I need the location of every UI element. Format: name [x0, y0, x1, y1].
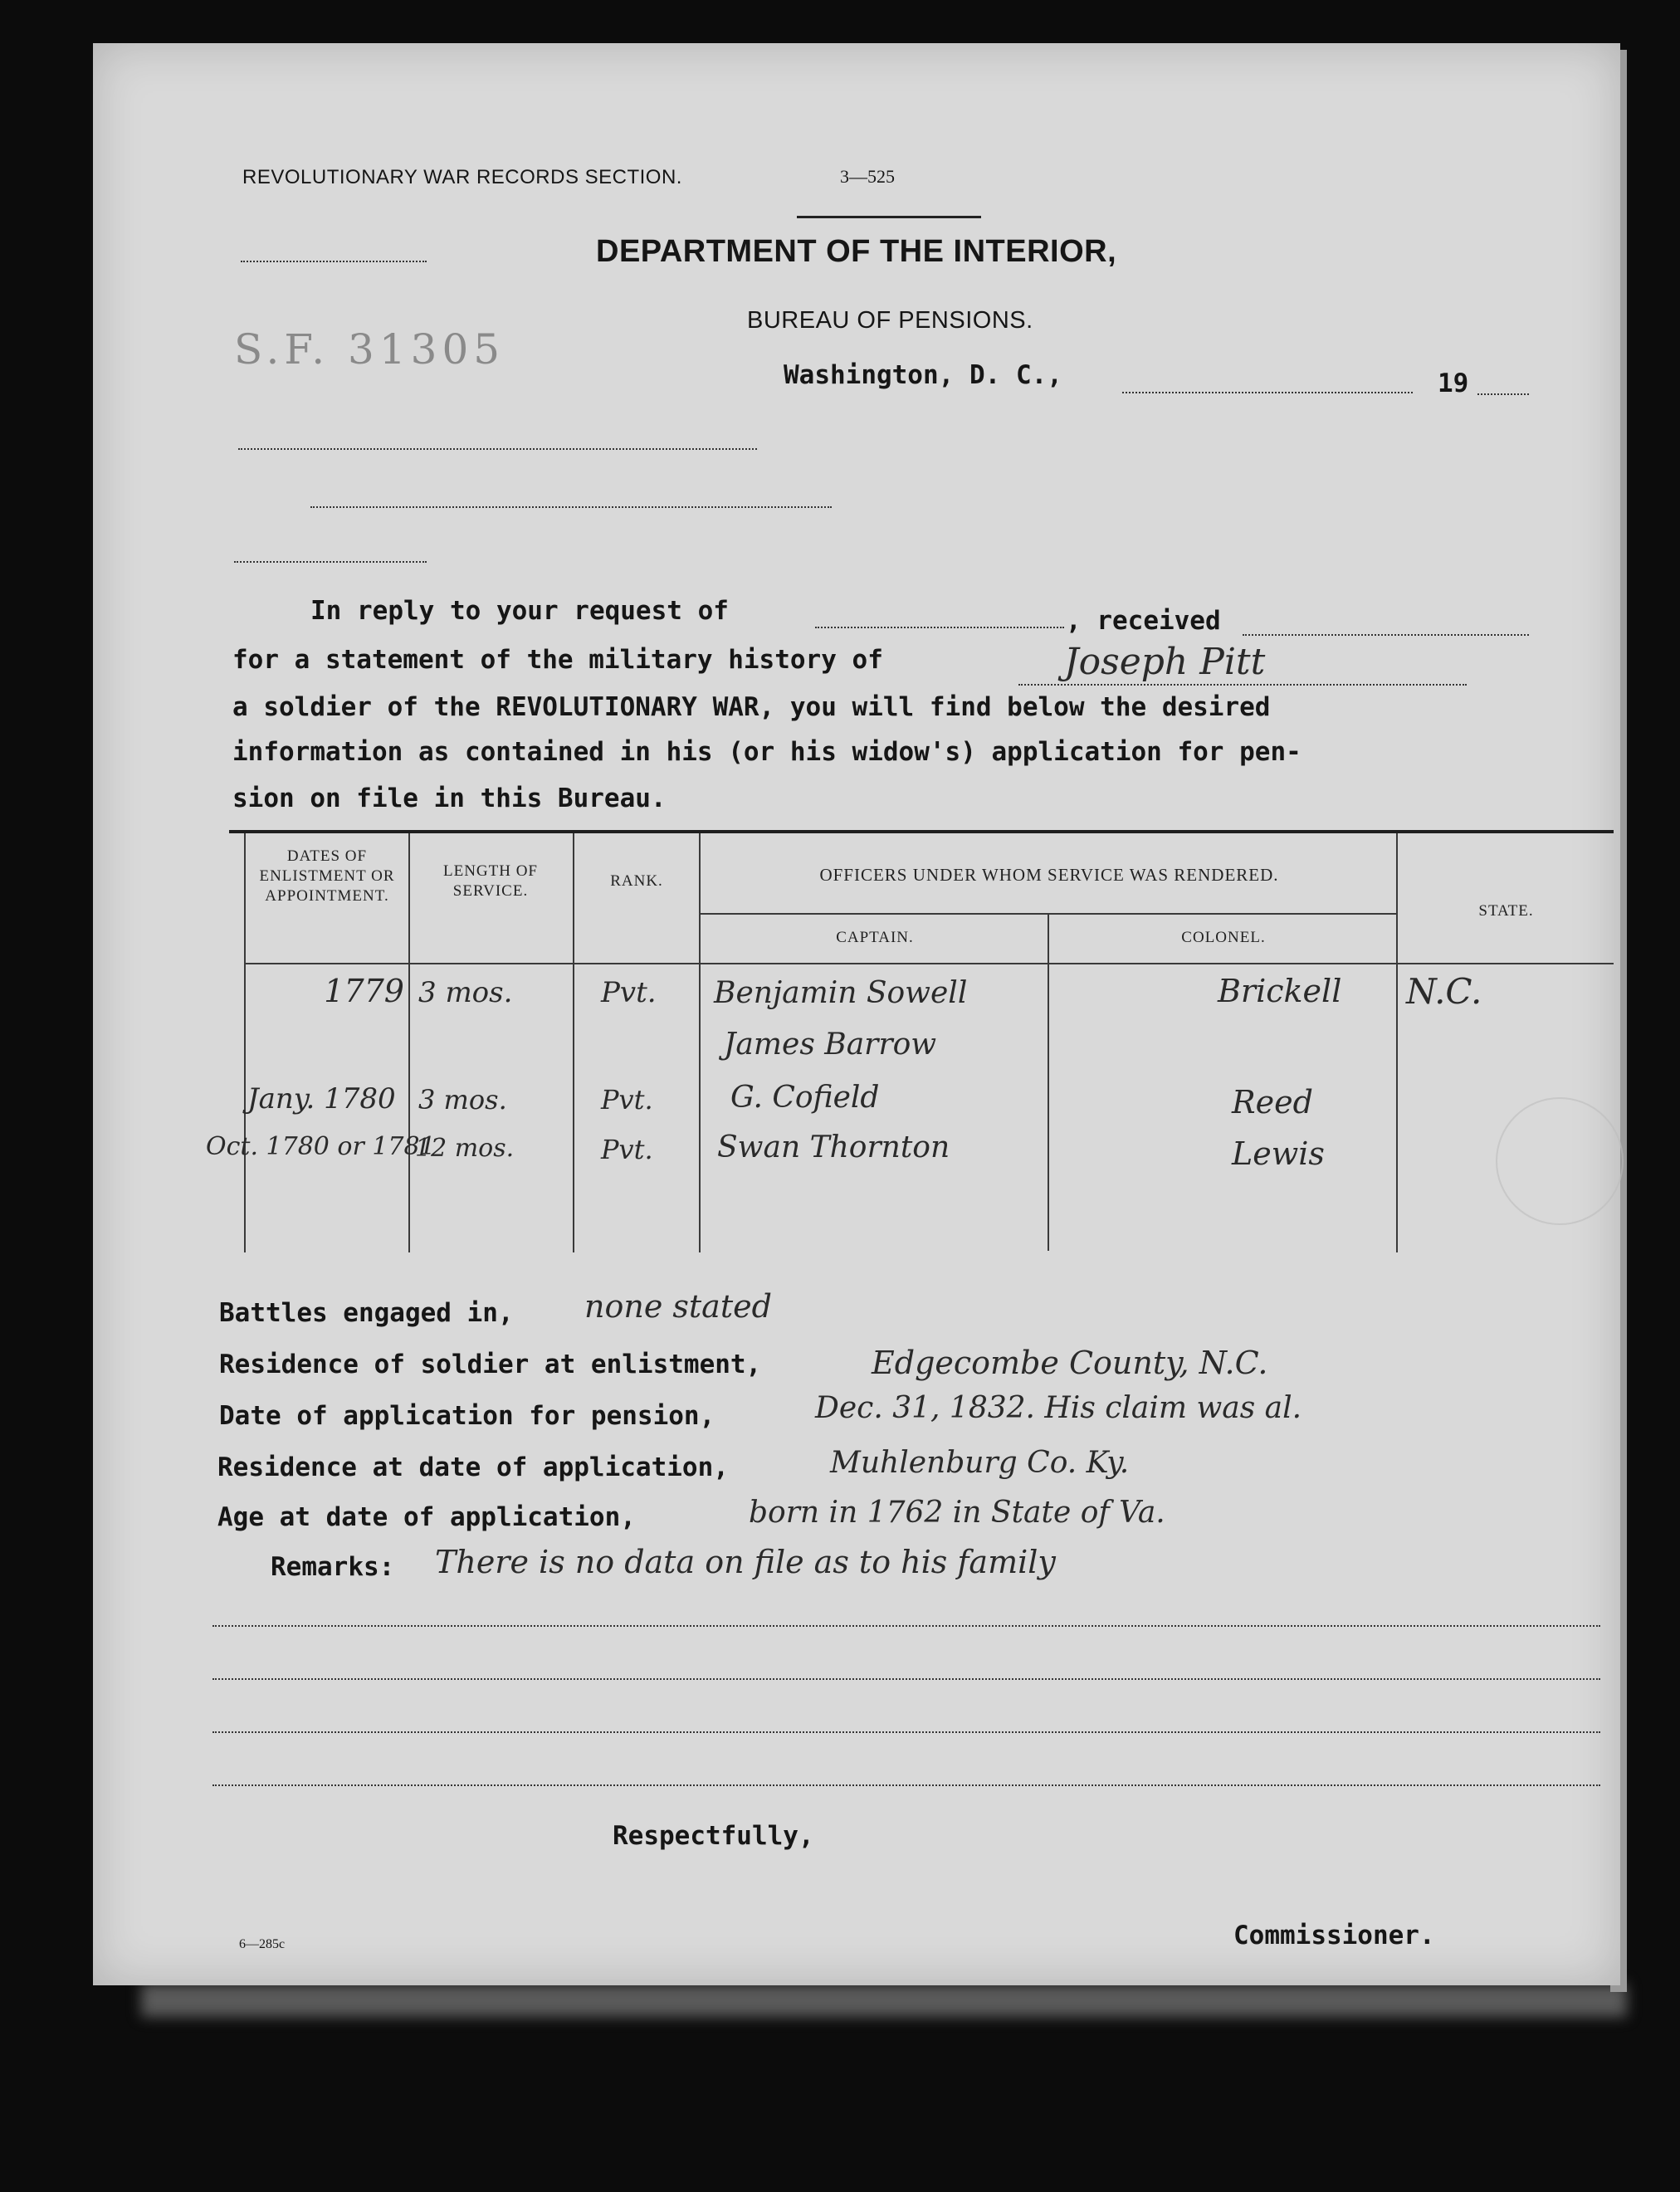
row1-date: 1779 — [324, 973, 404, 1009]
residence-application-value: Muhlenburg Co. Ky. — [830, 1446, 1130, 1480]
row3-captain: G. Cofield — [730, 1081, 880, 1115]
received-blank — [1243, 634, 1529, 636]
row1-length: 3 mos. — [418, 976, 513, 1009]
residence-enlistment-label: Residence of soldier at enlistment, — [219, 1350, 762, 1379]
row1-state: N.C. — [1406, 971, 1482, 1012]
row1-rank: Pvt. — [601, 976, 657, 1009]
row3-length: 3 mos. — [418, 1084, 507, 1116]
bureau-title: BUREAU OF PENSIONS. — [747, 307, 1033, 334]
intro-line-1b: , received — [1066, 606, 1221, 636]
blank-line-1 — [241, 261, 427, 262]
battles-label: Battles engaged in, — [219, 1298, 514, 1328]
soldier-name: Joseph Pitt — [1064, 641, 1266, 683]
row4-captain: Swan Thornton — [717, 1130, 950, 1164]
intro-line-3: a soldier of the REVOLUTIONARY WAR, you will find below the desired — [232, 692, 1271, 722]
row3-date: Jany. 1780 — [247, 1082, 396, 1116]
row4-colonel: Lewis — [1232, 1135, 1325, 1172]
intro-line-5: sion on file in this Bureau. — [232, 784, 667, 813]
file-number: S.F. 31305 — [234, 325, 505, 373]
remarks-value: There is no data on file as to his family — [435, 1544, 1056, 1580]
remarks-line-2 — [212, 1678, 1600, 1680]
table-vline-1 — [408, 833, 410, 1252]
row4-date: Oct. 1780 or 1781 — [206, 1132, 436, 1161]
table-vline-4 — [1048, 915, 1049, 1251]
residence-enlistment-value: Edgecombe County, N.C. — [872, 1345, 1268, 1381]
col-header-officers: OFFICERS UNDER WHOM SERVICE WAS RENDERED. — [819, 865, 1279, 885]
battles-value: none stated — [584, 1288, 772, 1325]
row3-rank: Pvt. — [601, 1084, 653, 1116]
soldier-name-blank — [1018, 684, 1467, 686]
table-vline-5 — [1396, 833, 1398, 1252]
form-code: 3—525 — [840, 166, 895, 187]
officers-subheader-rule — [699, 913, 1398, 915]
date-blank — [1122, 392, 1413, 393]
col-header-captain: CAPTAIN. — [836, 929, 914, 946]
intro-line-2: for a statement of the military history of — [232, 645, 883, 675]
department-title: DEPARTMENT OF THE INTERIOR, — [596, 234, 1117, 269]
col-header-length: LENGTH OF SERVICE. — [442, 862, 539, 900]
form-code-rule — [797, 216, 981, 218]
address-line-2 — [310, 506, 832, 508]
residence-application-label: Residence at date of application, — [217, 1452, 729, 1482]
col-header-rank: RANK. — [610, 872, 663, 890]
table-vline-2 — [573, 833, 574, 1252]
col-header-state: STATE. — [1478, 902, 1534, 920]
request-date-blank — [815, 627, 1064, 628]
intro-line-4: information as contained in his (or his widow's) application for pen- — [232, 737, 1302, 767]
age-label: Age at date of application, — [217, 1502, 636, 1532]
application-date-label: Date of application for pension, — [219, 1401, 715, 1431]
table-header-bottom-rule — [244, 963, 1614, 964]
col-header-dates: DATES OF ENLISTMENT OR APPOINTMENT. — [259, 847, 395, 905]
document-page — [93, 43, 1620, 1985]
address-line-1 — [238, 448, 757, 450]
year-blank — [1477, 393, 1529, 395]
remarks-line-3 — [212, 1731, 1600, 1733]
application-date-value: Dec. 31, 1832. His claim was al. — [815, 1391, 1302, 1425]
row1-captain: Benjamin Sowell — [714, 976, 968, 1010]
address-line-3 — [234, 561, 427, 563]
paper-shadow — [141, 1984, 1627, 2017]
year-prefix: 19 — [1438, 369, 1469, 398]
row4-length: 12 mos. — [415, 1134, 515, 1163]
table-vline-0 — [244, 833, 246, 1252]
table-top-rule — [229, 830, 1614, 833]
section-title: REVOLUTIONARY WAR RECORDS SECTION. — [242, 166, 682, 188]
location-label: Washington, D. C., — [784, 360, 1062, 390]
respectfully-text: Respectfully, — [613, 1821, 814, 1851]
remarks-label: Remarks: — [271, 1552, 395, 1582]
commissioner-text: Commissioner. — [1233, 1921, 1435, 1950]
age-value: born in 1762 in State of Va. — [749, 1496, 1165, 1530]
col-header-colonel: COLONEL. — [1181, 929, 1266, 946]
remarks-line-1 — [212, 1625, 1600, 1627]
intro-line-1a: In reply to your request of — [310, 596, 729, 626]
row4-rank: Pvt. — [601, 1134, 653, 1165]
row3-colonel: Reed — [1232, 1084, 1313, 1120]
remarks-line-4 — [212, 1784, 1600, 1786]
row1-colonel: Brickell — [1218, 973, 1342, 1009]
form-number: 6—285c — [239, 1937, 286, 1951]
row2-captain: James Barrow — [724, 1028, 937, 1062]
faint-stamp — [1496, 1097, 1624, 1225]
table-vline-3 — [699, 833, 701, 1252]
